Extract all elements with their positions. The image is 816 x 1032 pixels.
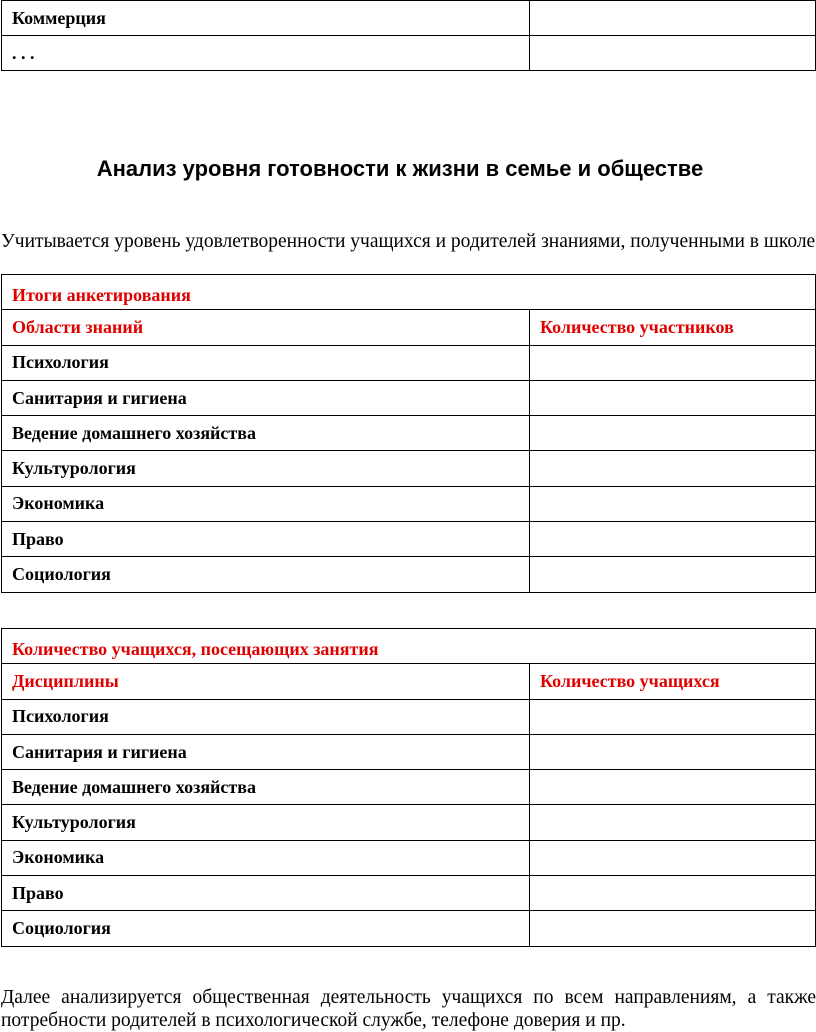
row-value	[530, 486, 816, 521]
row-value	[530, 840, 816, 875]
row-label: Культурология	[2, 451, 530, 486]
survey-results-table	[1, 274, 816, 593]
row-label: Психология	[2, 345, 530, 380]
row-label: Социология	[2, 557, 530, 592]
row-value	[530, 699, 816, 734]
row-value	[530, 380, 816, 415]
table-header-row	[2, 310, 816, 345]
table-row	[2, 486, 816, 521]
row-label: Ведение домашнего хозяйства	[2, 416, 530, 451]
row-value	[530, 345, 816, 380]
row-value	[530, 557, 816, 592]
row-label: Право	[2, 522, 530, 557]
intro-paragraph: Учитывается уровень удовлетворенности учащихся и родителей знаниями, полученными в школе	[1, 231, 816, 252]
top-table	[1, 0, 816, 71]
table-row	[2, 770, 816, 805]
table-row	[2, 36, 816, 71]
row-value	[530, 770, 816, 805]
row-label: Психология	[2, 699, 530, 734]
row-label: Коммерция	[2, 1, 530, 36]
row-label: Санитария и гигиена	[2, 734, 530, 769]
row-value	[530, 911, 816, 946]
attendance-table	[1, 628, 816, 947]
table-row	[2, 1, 816, 36]
row-value	[530, 734, 816, 769]
table-title-row	[2, 275, 816, 310]
table-row	[2, 557, 816, 592]
row-label: Социология	[2, 911, 530, 946]
row-value	[530, 805, 816, 840]
row-label: Ведение домашнего хозяйства	[2, 770, 530, 805]
row-value	[530, 36, 816, 71]
table-row	[2, 380, 816, 415]
column-header: Области знаний	[2, 310, 530, 345]
row-value	[530, 876, 816, 911]
row-value	[530, 416, 816, 451]
column-header: Дисциплины	[2, 664, 530, 699]
row-label: Экономика	[2, 486, 530, 521]
table-row	[2, 911, 816, 946]
row-value	[530, 522, 816, 557]
row-label: Право	[2, 876, 530, 911]
table-row	[2, 699, 816, 734]
row-label: . . .	[2, 36, 530, 71]
column-header: Количество учащихся	[530, 664, 816, 699]
row-label: Экономика	[2, 840, 530, 875]
table-row	[2, 522, 816, 557]
table-row	[2, 805, 816, 840]
column-header: Количество участников	[530, 310, 816, 345]
table-row	[2, 876, 816, 911]
closing-paragraph: Далее анализируется общественная деятельность учащихся по всем направлениям, а также потребности родителей в психологической службе, телефоне доверия и пр.	[1, 987, 816, 1031]
table-title: Количество учащихся, посещающих занятия	[2, 629, 816, 664]
table-row	[2, 840, 816, 875]
row-label: Культурология	[2, 805, 530, 840]
row-value	[530, 451, 816, 486]
table-row	[2, 734, 816, 769]
section-title: Анализ уровня готовности к жизни в семье и обществе	[96, 156, 704, 181]
table-title: Итоги анкетирования	[2, 275, 816, 310]
row-value	[530, 1, 816, 36]
row-label: Санитария и гигиена	[2, 380, 530, 415]
table-title-row	[2, 629, 816, 664]
table-header-row	[2, 664, 816, 699]
table-row	[2, 416, 816, 451]
table-row	[2, 345, 816, 380]
table-row	[2, 451, 816, 486]
